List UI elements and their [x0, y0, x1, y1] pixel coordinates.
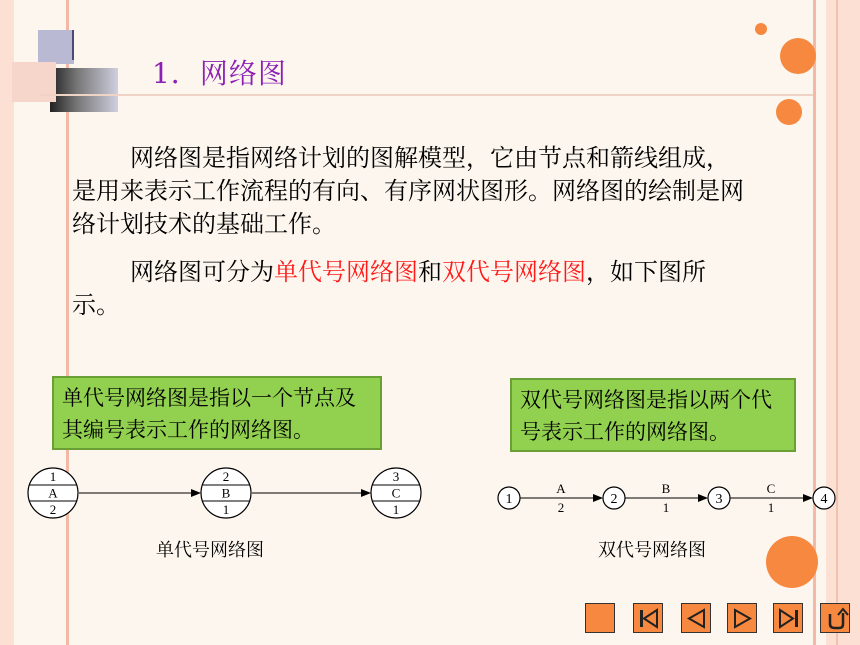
skip-last-icon	[774, 604, 804, 634]
return-button[interactable]	[820, 603, 850, 633]
paragraph-types-middle: 和	[418, 258, 442, 286]
single-node-1-top: 1	[49, 469, 57, 484]
double-arrow-2-duration: 1	[662, 500, 670, 515]
last-slide-button[interactable]	[773, 603, 803, 633]
return-icon	[821, 604, 851, 634]
single-node-2-bottom: 1	[222, 502, 230, 517]
single-code-definition-box: 单代号网络图是指以一个节点及其编号表示工作的网络图。	[52, 376, 382, 450]
paragraph-types-prefix: 网络图可分为	[130, 258, 274, 286]
title-decoration-block-pink	[12, 62, 56, 102]
decoration-dot-medium	[776, 99, 802, 125]
single-node-1-mid: A	[48, 485, 58, 501]
single-node-2	[201, 468, 251, 518]
double-node-label-3: 3	[715, 492, 723, 507]
caption-double-code: 双代号网络图	[598, 540, 706, 561]
single-node-2-mid: B	[221, 485, 231, 501]
decoration-dot-bottom	[766, 536, 818, 588]
double-node-label-4: 4	[820, 492, 828, 507]
title-underline	[40, 94, 813, 96]
single-node-3	[371, 468, 421, 518]
arrow-right-icon	[728, 604, 758, 634]
paragraph-definition-text: 网络图是指网络计划的图解模型，它由节点和箭线组成，是用来表示工作流程的有向、有序网状图形。网络图的绘制是网络计划技术的基础工作。	[72, 144, 744, 238]
term-double-code-network: 双代号网络图	[442, 258, 586, 286]
slide-title: 1．网络图	[152, 57, 287, 90]
single-code-network-diagram	[25, 466, 445, 526]
double-node-label-2: 2	[610, 492, 618, 507]
single-node-3-mid: C	[391, 485, 401, 501]
single-node-3-top: 3	[392, 469, 400, 484]
caption-single-code: 单代号网络图	[156, 540, 264, 561]
title-decoration-block-gray	[38, 30, 74, 64]
double-arrow-1-label: A	[556, 481, 566, 496]
double-code-definition-box: 双代号网络图是指以两个代号表示工作的网络图。	[510, 378, 796, 452]
next-slide-button[interactable]	[727, 603, 757, 633]
right-border-stripe	[826, 0, 860, 645]
title-decoration-tick	[72, 30, 74, 60]
single-node-1	[28, 468, 78, 518]
double-code-network-diagram	[493, 466, 838, 526]
double-node-label-1: 1	[505, 492, 513, 507]
double-arrow-2-label: B	[661, 481, 671, 496]
paragraph-types	[72, 256, 752, 322]
home-button[interactable]	[585, 603, 615, 633]
decoration-dot-small	[755, 23, 767, 35]
single-node-1-bottom: 2	[49, 502, 57, 517]
title-decoration-block-gradient	[50, 68, 118, 112]
double-arrow-1-duration: 2	[557, 500, 565, 515]
single-node-2-top: 2	[222, 469, 230, 484]
right-border-thin-line	[836, 0, 838, 645]
first-slide-button[interactable]	[633, 603, 663, 633]
arrow-left-icon	[682, 604, 712, 634]
paragraph-definition	[72, 142, 752, 241]
previous-slide-button[interactable]	[681, 603, 711, 633]
double-arrow-3-label: C	[766, 481, 776, 496]
term-single-code-network: 单代号网络图	[274, 258, 418, 286]
skip-first-icon	[634, 604, 664, 634]
decoration-dot-large	[780, 38, 816, 74]
paragraph-types-suffix: ，如下图所示。	[72, 258, 706, 319]
single-node-3-bottom: 1	[392, 502, 400, 517]
double-arrow-3-duration: 1	[767, 500, 775, 515]
